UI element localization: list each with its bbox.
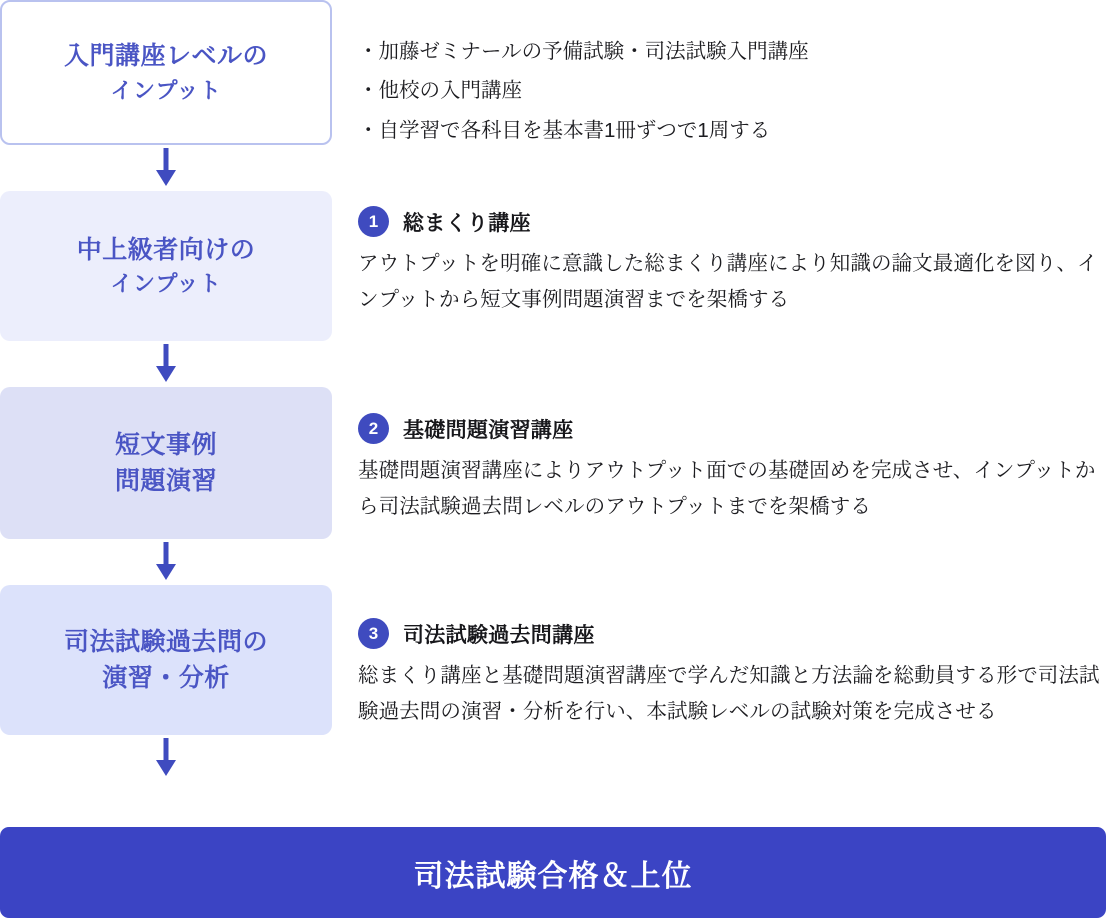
section-body: アウトプットを明確に意識した総まくり講座により知識の論文最適化を図り、インプットから短文事例問題演習までを架橋する: [358, 252, 1098, 311]
stage-label-line1: 司法試験過去問の: [63, 627, 268, 656]
list-item: ・自学習で各科目を基本書1冊ずつで1周する: [358, 118, 771, 142]
stage-label-line1: 中上級者向けの: [76, 235, 256, 264]
goal-banner-label: 司法試験合格＆上位: [413, 859, 693, 893]
section-body: 総まくり講座と基礎問題演習講座で学んだ知識と方法論を総動員する形で司法試験過去問の演習・分析を行い、本試験レベルの試験対策を完成させる: [358, 664, 1100, 723]
section-title: 司法試験過去問講座: [403, 623, 595, 647]
arrow-down-icon-1: [0, 145, 332, 191]
stage-label-line2: インプット: [110, 271, 222, 297]
section-title: 総まくり講座: [403, 211, 531, 235]
list-item: ・加藤ゼミナールの予備試験・司法試験入門講座: [358, 40, 809, 63]
stage-box-input-advanced: [0, 191, 332, 341]
stage-column: [0, 0, 332, 781]
section-header: [358, 618, 1106, 649]
section-title: 基礎問題演習講座: [403, 418, 574, 442]
stage-label-line2: 問題演習: [114, 467, 217, 495]
section-course-3: [358, 618, 1106, 729]
stage-label-line1: 短文事例: [114, 430, 217, 459]
section-header: [358, 206, 1106, 237]
section-header: [358, 413, 1106, 444]
bullet-list: [358, 0, 1106, 150]
stage-box-past-exam-practice: [0, 585, 332, 735]
section-body: 基礎問題演習講座によりアウトプット面での基礎固めを完成させ、インプットから司法試験過去問レベルのアウトプットまでを架橋する: [358, 459, 1096, 518]
stage-label-line1: 入門講座レベルの: [63, 42, 268, 71]
goal-banner: [0, 827, 1106, 918]
list-item: ・他校の入門講座: [358, 79, 522, 103]
stage-label-line2: インプット: [110, 77, 222, 103]
stage-box-input-intro: [0, 0, 332, 145]
arrow-down-icon-2: [0, 341, 332, 387]
arrow-down-icon-4: [0, 735, 332, 781]
step-badge: 1: [358, 206, 389, 237]
step-badge: 2: [358, 413, 389, 444]
stage-box-short-case-practice: [0, 387, 332, 539]
section-course-2: [358, 413, 1106, 524]
arrow-down-icon-3: [0, 539, 332, 585]
stage-label-line2: 演習・分析: [102, 664, 230, 692]
step-badge: 3: [358, 618, 389, 649]
section-course-1: [358, 206, 1106, 317]
bullet-block: [358, 0, 1106, 150]
